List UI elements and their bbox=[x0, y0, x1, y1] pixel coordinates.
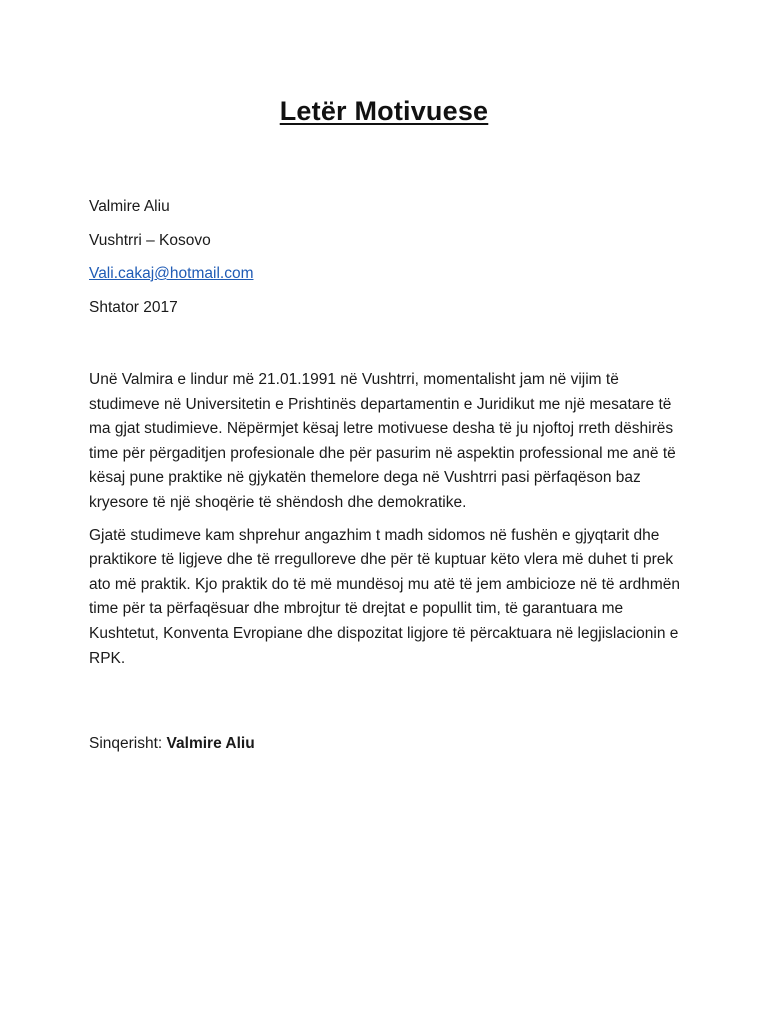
signoff-label: Sinqerisht: bbox=[89, 735, 163, 752]
sender-email-link[interactable]: Vali.cakaj@hotmail.com bbox=[89, 265, 254, 282]
body-paragraph-2: Gjatë studimeve kam shprehur angazhim t madh sidomos në fushën e gjyqtarit dhe praktikore të ligjeve dhe të rregulloreve dhe për të kuptuar këto vlera më duhet ti prek ato më praktik. Kjo praktik do të më mundësoj mu atë të jem ambicioze në të ardhmën time për ta përfaqësuar dhe mbrojtur të drejtat e popullit tim, të garantuara me Kushtetut, Konventa Evropiane dhe dispozitat ligjore të përcaktuara në legjislacionin e RPK. bbox=[89, 526, 681, 667]
signoff bbox=[89, 734, 255, 754]
letter-date: Shtator 2017 bbox=[89, 298, 178, 316]
body-paragraph-1: Unë Valmira e lindur më 21.01.1991 në Vushtrri, momentalisht jam në vijim të studimeve në Universitetin e Prishtinës departamentin e Juridikut me një mesatare të ma gjat studimieve. Nëpërmjet kësaj letre motivuese desha të ju njoftoj rreth dëshirës time për përgaditjen profesionale dhe për pasurim në aspektin professional me anë të kësaj pune praktike në gjykatën themelore dega në Vushtrri pasi përfaqëson baz kryesore të një shoqërie të shëndosh dhe demokratike. bbox=[89, 371, 676, 511]
document-title: Letër Motivuese bbox=[279, 96, 489, 126]
sender-email-line bbox=[89, 264, 253, 284]
signoff-name: Valmire Aliu bbox=[166, 735, 255, 752]
sender-info bbox=[89, 197, 253, 331]
sender-name: Valmire Aliu bbox=[89, 198, 170, 215]
letter-body bbox=[89, 368, 689, 679]
sender-location: Vushtrri – Kosovo bbox=[89, 231, 211, 249]
